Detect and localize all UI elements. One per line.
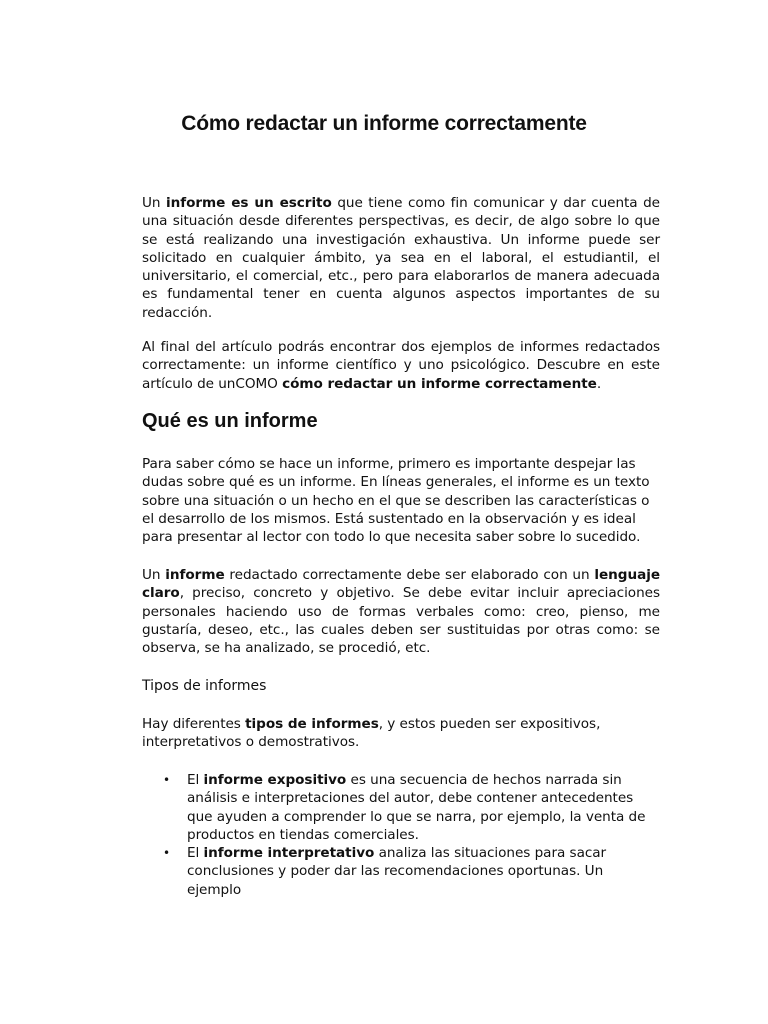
text-span: Hay diferentes bbox=[142, 716, 246, 732]
intro-paragraph-1 bbox=[142, 194, 660, 322]
text-span: que tiene como fin comunicar y dar cuenta de una situación desde diferentes perspectivas, es decir, de algo sobre lo que se está realizando una investigación exhaustiva. Un informe puede ser solicitado en cualquier ámbito, ya sea en el laboral, el estudiantil, el universitario, el comercial, etc., pero para elaborarlos de manera adecuada es fundamental tener en cuenta algunos aspectos importantes de su redacción. bbox=[142, 195, 660, 321]
intro-paragraph-2 bbox=[142, 338, 660, 393]
bullet-icon: • bbox=[163, 846, 171, 861]
bold-text: cómo redactar un informe correctamente bbox=[282, 375, 597, 392]
types-paragraph bbox=[142, 715, 660, 752]
text-span: Al final del artículo podrás encontrar dos ejemplos de informes redactados correctamente: un informe científico y uno psicológico. Descubre en este artículo de unCOMO bbox=[142, 339, 660, 392]
list-item bbox=[142, 771, 660, 844]
bold-text: informe bbox=[165, 567, 225, 583]
text-span: , preciso, concreto y objetivo. Se debe evitar incluir apreciaciones personales haciendo uso de formas verbales como: creo, pienso, me gustaría, deseo, etc., las cuales deben ser sustituidas por otras como: se observa, se ha analizado, se procedió, etc. bbox=[142, 585, 660, 657]
text-span: Un bbox=[142, 567, 166, 583]
section-heading: Qué es un informe bbox=[142, 410, 318, 432]
bold-text: tipos de informes bbox=[245, 716, 379, 732]
document-title: Cómo redactar un informe correctamente bbox=[181, 112, 587, 135]
text-span: El bbox=[187, 772, 204, 788]
text-span: Un bbox=[142, 195, 166, 211]
bullet-icon: • bbox=[163, 773, 171, 787]
text-span: es una secuencia de hechos narrada sin análisis e interpretaciones del autor, debe contener antecedentes que ayuden a comprender lo que se narra, por ejemplo, la venta de productos en tiendas comerciales. bbox=[187, 772, 646, 843]
section-paragraph-1: Para saber cómo se hace un informe, primero es importante despejar las dudas sobre qué es un informe. En líneas generales, el informe es un texto sobre una situación o un hecho en el que se describen las características o el desarrollo de los mismos. Está sustentado en la observación y es ideal para presentar al lector con todo lo que necesita saber sobre lo sucedido. bbox=[142, 456, 650, 546]
bold-text: lenguaje claro bbox=[142, 567, 660, 602]
text-span: analiza las situaciones para sacar conclusiones y poder dar las recomendaciones oportunas. Un ejemplo bbox=[187, 845, 607, 898]
text-span: redactado correctamente debe ser elaborado con un bbox=[224, 567, 595, 583]
text-span: . bbox=[596, 375, 602, 392]
text-span: , y estos pueden ser expositivos, interpretativos o demostrativos. bbox=[142, 716, 601, 751]
bold-text: informe es un escrito bbox=[165, 195, 332, 211]
section-paragraph-2 bbox=[142, 566, 660, 657]
bold-text: informe expositivo bbox=[203, 772, 347, 788]
subheading: Tipos de informes bbox=[142, 678, 267, 694]
text-span: El bbox=[187, 845, 204, 862]
types-list bbox=[142, 771, 660, 899]
list-item bbox=[142, 844, 660, 899]
bold-text: informe interpretativo bbox=[203, 845, 375, 862]
